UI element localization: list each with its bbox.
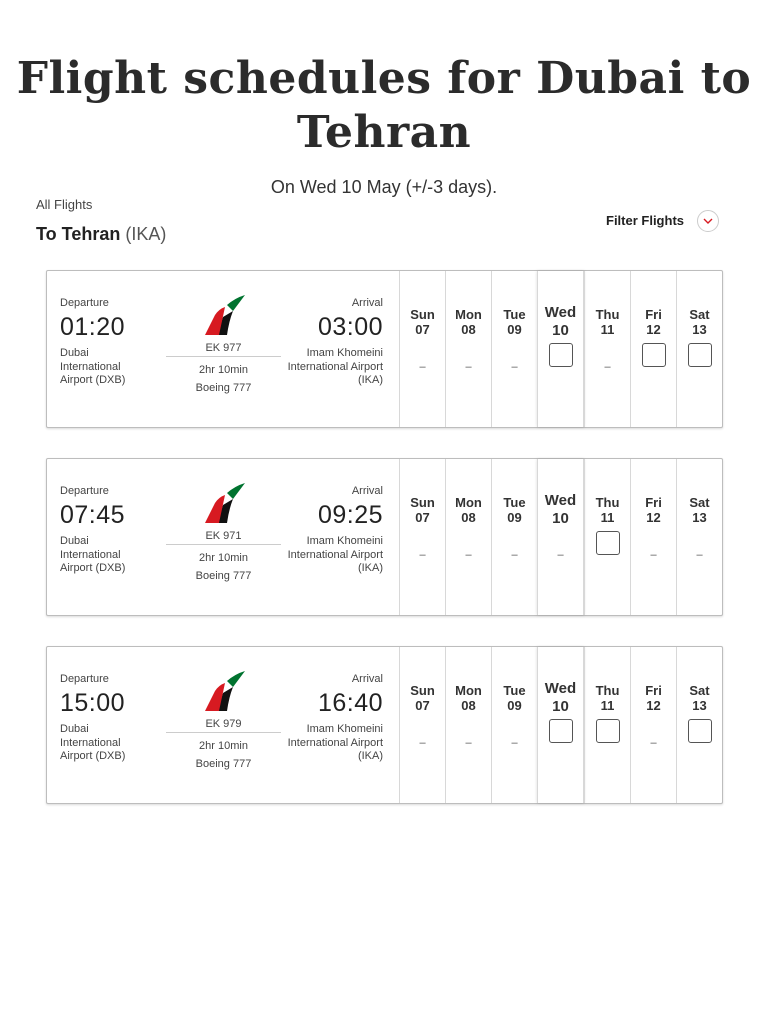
day-number: 13 bbox=[692, 322, 707, 337]
select-day-checkbox[interactable] bbox=[549, 343, 573, 367]
day-column-thu bbox=[584, 459, 630, 615]
select-day-checkbox[interactable] bbox=[549, 719, 573, 743]
no-flight-indicator: – bbox=[557, 549, 564, 561]
day-name: Sun bbox=[410, 307, 435, 322]
day-name: Thu bbox=[595, 495, 620, 510]
day-name: Tue bbox=[503, 495, 526, 510]
day-name: Mon bbox=[455, 495, 482, 510]
day-name: Tue bbox=[503, 307, 526, 322]
day-column-sun bbox=[399, 271, 445, 427]
day-number: 11 bbox=[600, 510, 615, 525]
weekday-columns bbox=[399, 459, 722, 615]
arrival-label: Arrival bbox=[351, 485, 383, 497]
day-column-sat bbox=[676, 459, 722, 615]
filter-toggle-button[interactable] bbox=[697, 210, 719, 232]
day-number: 07 bbox=[415, 322, 430, 337]
day-number: 13 bbox=[692, 698, 707, 713]
day-number: 10 bbox=[552, 698, 569, 715]
flight-duration: 2hr 10min bbox=[199, 364, 248, 376]
flight-duration: 2hr 10min bbox=[199, 740, 248, 752]
arrival-label: Arrival bbox=[351, 673, 383, 685]
select-day-checkbox[interactable] bbox=[642, 343, 666, 367]
no-flight-indicator: – bbox=[419, 549, 426, 561]
no-flight-indicator: – bbox=[650, 737, 657, 749]
aircraft-type: Boeing 777 bbox=[195, 382, 252, 394]
day-name: Wed bbox=[544, 680, 577, 697]
departure-label: Departure bbox=[60, 485, 109, 497]
no-flight-indicator: – bbox=[650, 549, 657, 561]
select-day-checkbox[interactable] bbox=[688, 719, 712, 743]
filter-flights-label[interactable]: Filter Flights bbox=[606, 213, 684, 228]
day-number: 09 bbox=[507, 322, 522, 337]
day-name: Tue bbox=[503, 683, 526, 698]
departure-label: Departure bbox=[60, 673, 109, 685]
no-flight-indicator: – bbox=[604, 361, 611, 373]
flight-card bbox=[46, 646, 723, 804]
departure-airport: Dubai International Airport (DXB) bbox=[60, 723, 126, 762]
aircraft-type: Boeing 777 bbox=[195, 758, 252, 770]
weekday-columns bbox=[399, 647, 722, 803]
day-name: Wed bbox=[544, 304, 577, 321]
no-flight-indicator: – bbox=[696, 549, 703, 561]
no-flight-indicator: – bbox=[465, 549, 472, 561]
day-column-mon bbox=[445, 271, 491, 427]
arrival-airport: Imam Khomeini International Airport (IKA) bbox=[287, 535, 383, 574]
day-column-wed bbox=[537, 271, 584, 427]
arrival-time: 03:00 bbox=[317, 313, 383, 341]
day-name: Mon bbox=[455, 307, 482, 322]
no-flight-indicator: – bbox=[511, 549, 518, 561]
day-name: Thu bbox=[595, 307, 620, 322]
page-subtitle: On Wed 10 May (+/-3 days). bbox=[270, 177, 498, 197]
day-column-fri bbox=[630, 647, 676, 803]
day-column-mon bbox=[445, 459, 491, 615]
day-number: 11 bbox=[600, 322, 615, 337]
day-column-fri bbox=[630, 459, 676, 615]
day-number: 07 bbox=[415, 698, 430, 713]
day-column-thu bbox=[584, 271, 630, 427]
departure-airport: Dubai International Airport (DXB) bbox=[60, 347, 126, 386]
day-number: 10 bbox=[552, 510, 569, 527]
no-flight-indicator: – bbox=[465, 361, 472, 373]
day-name: Fri bbox=[645, 307, 662, 322]
day-column-tue bbox=[491, 271, 537, 427]
flight-card bbox=[46, 458, 723, 616]
day-column-wed bbox=[537, 647, 584, 803]
day-number: 13 bbox=[692, 510, 707, 525]
day-name: Fri bbox=[645, 683, 662, 698]
day-column-fri bbox=[630, 271, 676, 427]
day-number: 12 bbox=[646, 510, 661, 525]
day-column-sun bbox=[399, 647, 445, 803]
breadcrumb-all-flights[interactable]: All Flights bbox=[36, 197, 93, 212]
destination-heading bbox=[36, 224, 166, 245]
day-column-sun bbox=[399, 459, 445, 615]
weekday-columns bbox=[399, 271, 722, 427]
page-title: Flight schedules for Dubai to Tehran bbox=[16, 53, 752, 158]
day-name: Mon bbox=[455, 683, 482, 698]
day-column-wed bbox=[537, 459, 584, 615]
day-column-tue bbox=[491, 459, 537, 615]
destination-city: To Tehran bbox=[36, 224, 121, 244]
flight-card bbox=[46, 270, 723, 428]
no-flight-indicator: – bbox=[419, 737, 426, 749]
departure-time: 15:00 bbox=[60, 689, 126, 717]
day-name: Wed bbox=[544, 492, 577, 509]
day-number: 10 bbox=[552, 322, 569, 339]
day-name: Fri bbox=[645, 495, 662, 510]
select-day-checkbox[interactable] bbox=[596, 719, 620, 743]
day-number: 09 bbox=[507, 510, 522, 525]
day-name: Sun bbox=[410, 495, 435, 510]
day-number: 08 bbox=[461, 698, 476, 713]
emirates-tail-logo bbox=[203, 671, 247, 713]
no-flight-indicator: – bbox=[511, 361, 518, 373]
flight-number: EK 977 bbox=[166, 342, 281, 357]
arrival-airport: Imam Khomeini International Airport (IKA) bbox=[287, 723, 383, 762]
aircraft-type: Boeing 777 bbox=[195, 570, 252, 582]
no-flight-indicator: – bbox=[419, 361, 426, 373]
day-name: Sat bbox=[689, 683, 710, 698]
day-number: 12 bbox=[646, 698, 661, 713]
day-number: 07 bbox=[415, 510, 430, 525]
day-column-sat bbox=[676, 647, 722, 803]
day-number: 08 bbox=[461, 322, 476, 337]
chevron-down-icon bbox=[703, 218, 713, 225]
select-day-checkbox[interactable] bbox=[596, 531, 620, 555]
day-name: Sat bbox=[689, 495, 710, 510]
flight-duration: 2hr 10min bbox=[199, 552, 248, 564]
day-name: Sun bbox=[410, 683, 435, 698]
day-column-tue bbox=[491, 647, 537, 803]
departure-airport: Dubai International Airport (DXB) bbox=[60, 535, 126, 574]
arrival-time: 16:40 bbox=[317, 689, 383, 717]
emirates-tail-logo bbox=[203, 483, 247, 525]
select-day-checkbox[interactable] bbox=[688, 343, 712, 367]
day-number: 11 bbox=[600, 698, 615, 713]
departure-time: 07:45 bbox=[60, 501, 126, 529]
destination-code: (IKA) bbox=[125, 224, 167, 244]
arrival-airport: Imam Khomeini International Airport (IKA) bbox=[287, 347, 383, 386]
day-number: 09 bbox=[507, 698, 522, 713]
day-number: 12 bbox=[646, 322, 661, 337]
arrival-label: Arrival bbox=[351, 297, 383, 309]
flight-number: EK 979 bbox=[166, 718, 281, 733]
day-name: Thu bbox=[595, 683, 620, 698]
emirates-tail-logo bbox=[203, 295, 247, 337]
day-name: Sat bbox=[689, 307, 710, 322]
day-number: 08 bbox=[461, 510, 476, 525]
flight-number: EK 971 bbox=[166, 530, 281, 545]
arrival-time: 09:25 bbox=[317, 501, 383, 529]
day-column-thu bbox=[584, 647, 630, 803]
departure-time: 01:20 bbox=[60, 313, 126, 341]
no-flight-indicator: – bbox=[511, 737, 518, 749]
no-flight-indicator: – bbox=[465, 737, 472, 749]
day-column-mon bbox=[445, 647, 491, 803]
departure-label: Departure bbox=[60, 297, 109, 309]
day-column-sat bbox=[676, 271, 722, 427]
